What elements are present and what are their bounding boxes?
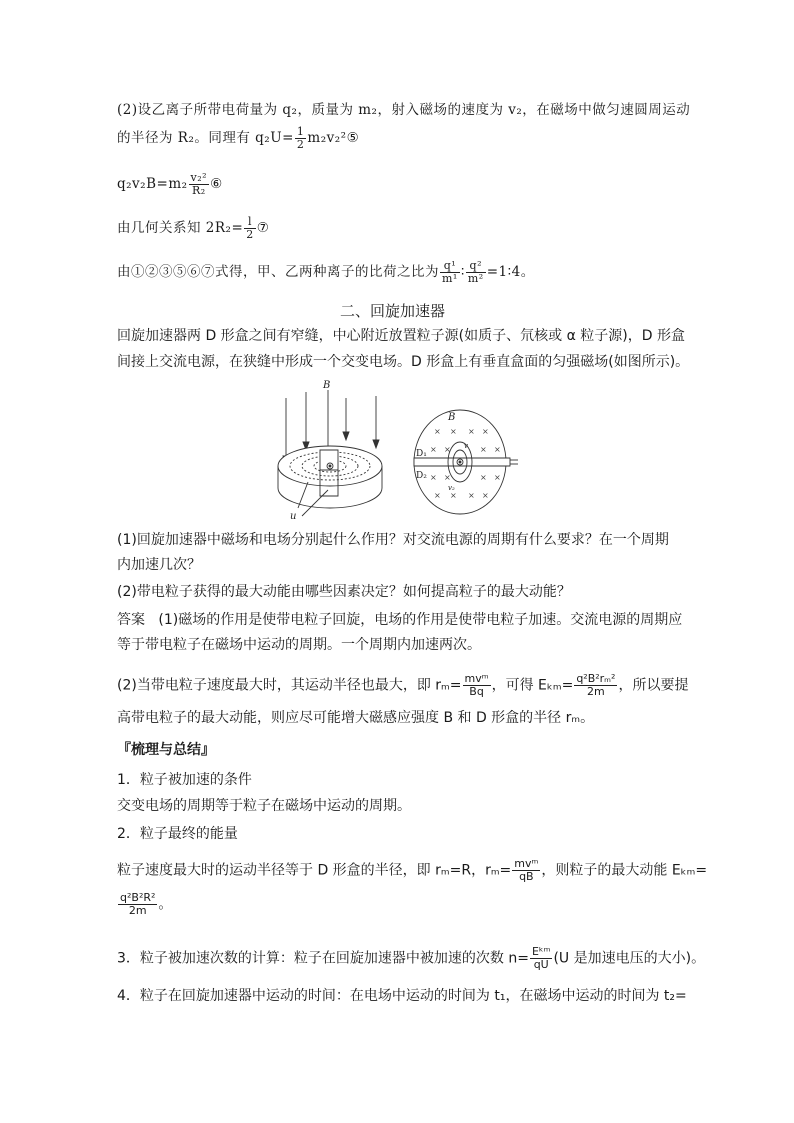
frac-den: Bq (469, 685, 484, 698)
ratio-separator: ∶ (460, 264, 465, 280)
label-D1: D₁ (416, 449, 427, 459)
fraction-mv-bq (463, 673, 491, 698)
svg-text:×: × (480, 473, 487, 482)
fraction-l-2 (244, 216, 256, 241)
summary-item-1-text: 交变电场的周期等于粒子在磁场中运动的周期。 (117, 798, 411, 814)
part2-line2 (117, 126, 359, 151)
svg-text:×: × (468, 491, 475, 500)
frac-den: 2 (296, 138, 305, 151)
label-B-right: B (448, 412, 456, 423)
part2-line3-tail: ⑥ (210, 176, 223, 192)
svg-text:×: × (494, 473, 501, 482)
part2-line5 (117, 260, 535, 285)
svg-text:×: × (494, 445, 501, 454)
question-1-line1: (1)回旋加速器中磁场和电场分别起什么作用？对交流电源的周期有什么要求？在一个周期 (117, 532, 669, 548)
frac-num: Eᵏᵐ (531, 945, 551, 958)
svg-text:×: × (444, 445, 451, 454)
frac-num: q²B²R² (120, 891, 156, 904)
frac-den: qB (519, 870, 534, 883)
frac-num: mvᵐ (464, 672, 489, 685)
part2-line2-tail: m₂v₂²⑤ (307, 130, 360, 146)
frac-num: mvᵐ (514, 857, 539, 870)
section-title: 二、回旋加速器 (340, 302, 446, 320)
answer-2-tail: ，所以要提 (618, 677, 689, 694)
part2-line3-text: q₂v₂B=m₂ (117, 176, 188, 192)
question-2: (2)带电粒子获得的最大动能由哪些因素决定？如何提高粒子的最大动能？ (117, 584, 571, 600)
cyclotron-3d-diagram (278, 390, 382, 516)
frac-num: 1 (296, 125, 305, 138)
summary-item-2-text: 粒子速度最大时的运动半径等于 D 形盒的半径，即 rₘ=R，rₘ= (117, 862, 512, 879)
fraction-ekm (574, 673, 617, 698)
summary-item-2-line1 (117, 858, 707, 883)
answer-label: 答案 (117, 612, 145, 628)
answer-2-text: (2)当带电粒子速度最大时，其运动半径也最大，即 rₘ= (117, 677, 462, 694)
part2-line5-text: 由①②③⑤⑥⑦式得，甲、乙两种离子的比荷之比为 (117, 264, 439, 280)
cyclotron-figure (268, 378, 518, 520)
fraction-q2b2r2-2m (118, 892, 157, 917)
part2-line4-tail: ⑦ (256, 220, 270, 236)
svg-text:×: × (444, 473, 451, 482)
answer-2-mid: ，可得 Eₖₘ= (491, 677, 574, 694)
fraction-half (295, 126, 307, 151)
summary-item-2-mid: ，则粒子的最大动能 Eₖₘ= (541, 862, 708, 879)
frac-den: 2m (128, 904, 147, 917)
field-arrowhead (343, 432, 349, 440)
section-intro-line1: 回旋加速器两 D 形盒之间有窄缝，中心附近放置粒子源(如质子、氘核或 α 粒子源)，D 形盒 (117, 328, 685, 344)
answer-line1 (117, 610, 682, 630)
frac-den: 2m (587, 685, 605, 698)
label-v: v (464, 442, 468, 450)
fraction-q2-m2 (466, 260, 486, 285)
summary-heading: 『梳理与总结』 (117, 742, 215, 758)
frac-den: qU (533, 958, 549, 971)
part2-line2-text: 的半径为 R₂。同理有 q₂U= (117, 130, 294, 146)
label-u: u (290, 511, 297, 520)
svg-text:×: × (450, 491, 457, 500)
frac-den: m² (467, 272, 484, 285)
svg-text:×: × (468, 427, 475, 436)
svg-text:×: × (450, 427, 457, 436)
answer-2-line1 (117, 673, 688, 698)
fraction-mv-qb (512, 858, 540, 883)
frac-den: m¹ (442, 272, 458, 285)
label-D2: D₂ (416, 471, 427, 481)
fraction-v2-r2 (189, 172, 210, 197)
svg-text:×: × (434, 427, 441, 436)
answer-line2: 等于带电粒子在磁场中运动的周期。一个周期内加速两次。 (117, 637, 481, 653)
frac-num: q²B²rₘ² (576, 672, 616, 685)
svg-text:×: × (434, 491, 441, 500)
frac-den: R₂ (191, 184, 206, 197)
frac-num: l (244, 216, 256, 229)
label-v2: v₂ (448, 484, 455, 492)
part2-line1: (2)设乙离子所带电荷量为 q₂，质量为 m₂，射入磁场的速度为 v₂，在磁场中做匀速圆周运动 (117, 102, 691, 118)
section-intro-line2: 间接上交流电源，在狭缝中形成一个交变电场。D 形盒上有垂直盒面的匀强磁场(如图所示)。 (117, 354, 690, 370)
summary-item-3 (117, 946, 705, 971)
label-B-left: B (323, 380, 331, 391)
frac-den: 2 (246, 228, 254, 241)
fraction-q1-m1 (440, 260, 460, 285)
part2-line5-tail: =1∶4。 (486, 264, 535, 280)
svg-text:×: × (482, 491, 489, 500)
svg-text:×: × (430, 445, 437, 454)
question-1-line2: 内加速几次？ (117, 557, 201, 573)
svg-text:×: × (482, 427, 489, 436)
summary-item-3-text: 3．粒子被加速次数的计算：粒子在回旋加速器中被加速的次数 n= (117, 950, 529, 967)
summary-item-2-title: 2．粒子最终的能量 (117, 826, 238, 842)
part2-line4-text: 由几何关系知 2R₂= (117, 220, 244, 236)
summary-item-2-end: 。 (158, 896, 173, 913)
answer-1-text: (1)磁场的作用是使带电粒子回旋，电场的作用是使带电粒子加速。交流电源的周期应 (158, 612, 683, 628)
frac-num: q² (466, 260, 486, 273)
part2-line3 (117, 172, 223, 197)
summary-item-2-line2 (117, 892, 172, 917)
frac-num: q¹ (440, 260, 460, 273)
fraction-ekm-qu (530, 946, 553, 971)
answer-2-line2: 高带电粒子的最大动能，则应尽可能增大磁感应强度 B 和 D 形盒的半径 rₘ。 (117, 710, 595, 726)
svg-text:×: × (430, 473, 437, 482)
cyclotron-top-view (414, 410, 518, 514)
frac-num: v₂² (190, 171, 208, 184)
field-arrowhead (373, 440, 379, 448)
summary-item-1-title: 1．粒子被加速的条件 (117, 772, 252, 788)
summary-item-4: 4．粒子在回旋加速器中运动的时间：在电场中运动的时间为 t₁，在磁场中运动的时间为 t₂= (117, 988, 687, 1004)
summary-item-3-tail: (U 是加速电压的大小)。 (553, 950, 706, 967)
part2-line4 (117, 216, 269, 241)
svg-text:×: × (480, 445, 487, 454)
